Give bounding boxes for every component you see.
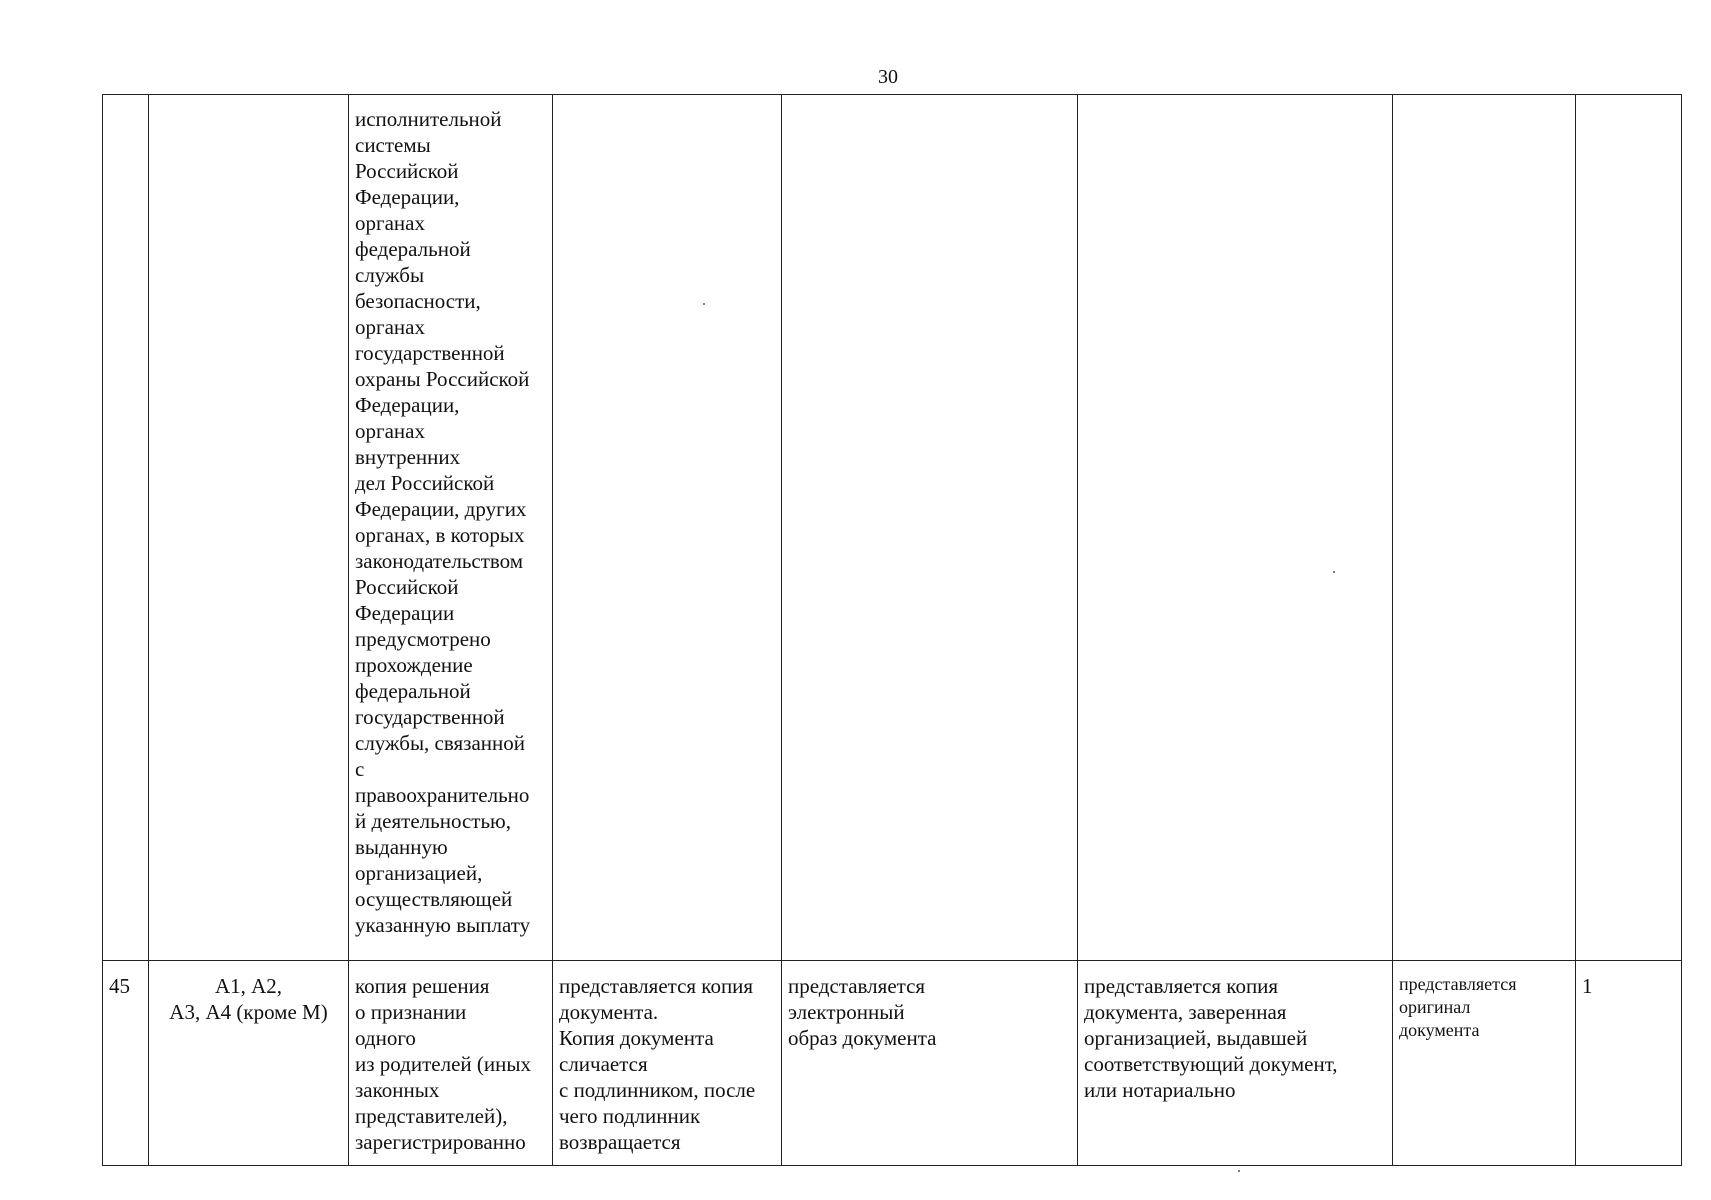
cell-row-number: 45 (103, 961, 149, 1166)
scan-speck (1333, 571, 1335, 573)
page-number: 30 (878, 66, 898, 88)
cell-in-person: представляется копия документа. Копия документа сличается с подлинником, после чего подлинник возвращается (553, 961, 782, 1166)
cell-applicant-groups: А1, А2, А3, А4 (кроме М) (149, 961, 349, 1166)
cell-document-name: исполнительной системы Российской Федерации, органах федеральной службы безопасности, органах государственной охраны Российской Федерации, органах внутренних дел Российской Федерации, других органах, в которых законодательством Российской Федерации предусмотрено прохождение федеральной государственной службы, связанной с правоохранительно й деятельностью, выданную организацией, осуществляющей указанную выплату (349, 95, 553, 961)
cell-count (1576, 95, 1682, 961)
cell-electronic: представляется электронный образ документа (782, 961, 1078, 1166)
cell-by-mail: представляется копия документа, заверенная организацией, выдавшей соответствующий документ, или нотариально (1078, 961, 1393, 1166)
scan-speck (1238, 1170, 1240, 1172)
cell-original: представляется оригинал документа (1393, 961, 1576, 1166)
scan-speck (703, 303, 705, 305)
cell-original (1393, 95, 1576, 961)
documents-table (102, 94, 1682, 1166)
cell-in-person (553, 95, 782, 961)
cell-count: 1 (1576, 961, 1682, 1166)
cell-applicant-groups (149, 95, 349, 961)
cell-document-name: копия решения о признании одного из родителей (иных законных представителей), зарегистрированно (349, 961, 553, 1166)
table-row-continuation (103, 95, 1682, 961)
cell-by-mail (1078, 95, 1393, 961)
table-row-45 (103, 961, 1682, 1166)
cell-row-number (103, 95, 149, 961)
cell-electronic (782, 95, 1078, 961)
